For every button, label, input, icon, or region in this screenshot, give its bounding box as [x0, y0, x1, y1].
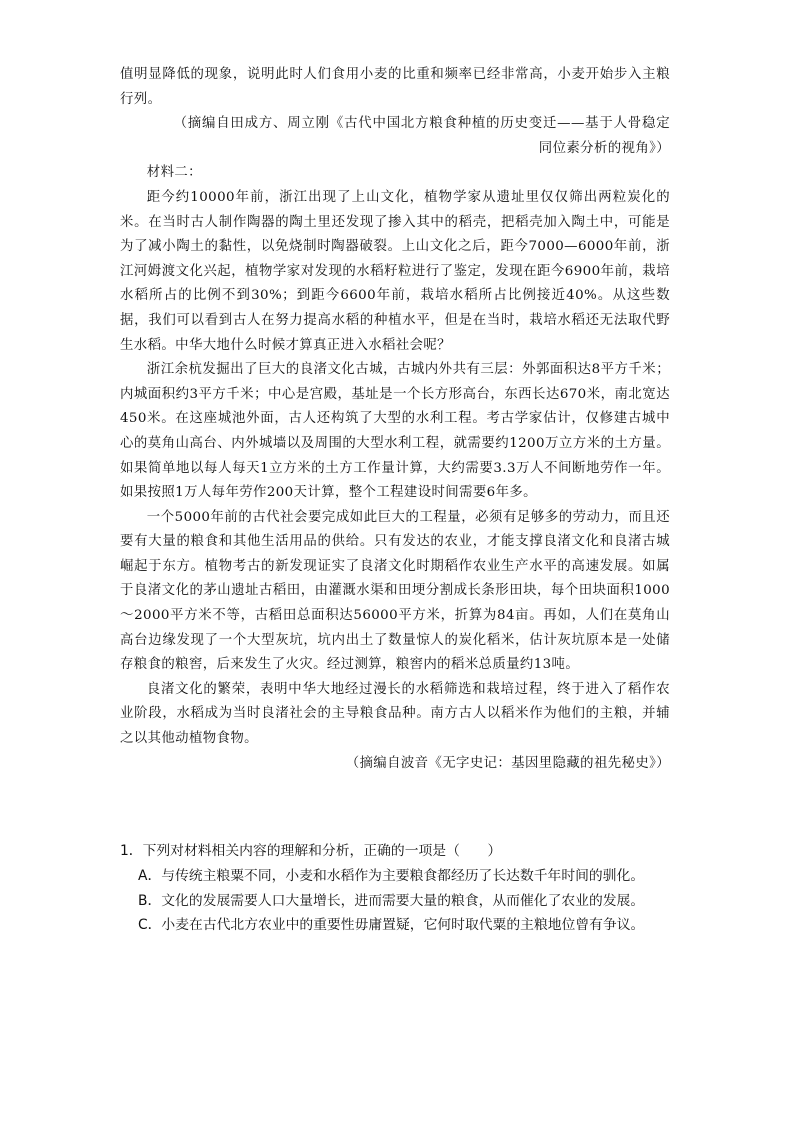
- material2-paragraph-4: 良渚文化的繁荣，表明中华大地经过漫长的水稻筛选和栽培过程，终于进入了稻作农业阶段，水稻成为当时良渚社会的主导粮食品种。南方古人以稻米作为他们的主粮，并辅之以其他动植物食物。: [120, 681, 670, 747]
- material2-paragraph-1: 距今约10000年前，浙江出现了上山文化，植物学家从遗址里仅仅筛出两粒炭化的米。在当时古人制作陶器的陶土里还发现了掺入其中的稻壳，把稻壳加入陶土中，可能是为了减小陶土的黏性，以免烧制时陶器破裂。上山文化之后，距今7000—6000年前，浙江河姆渡文化兴起，植物学家对发现的水稻籽粒进行了鉴定，发现在距今6900年前，栽培水稻所占的比例不到30%；到距今6600年前，栽培水稻所占比例接近40%。从这些数据，我们可以看到古人在努力提高水稻的种植水平，但是在当时，栽培水稻还无法取代野生水稻。中华大地什么时候才算真正进入水稻社会呢？: [120, 189, 670, 353]
- material2-paragraph-3: 一个5000年前的古代社会要完成如此巨大的工程量，必须有足够多的劳动力，而且还要有大量的粮食和其他生活用品的供给。只有发达的农业，才能支撑良渚文化和良渚古城崛起于东方。植物考古的新发现证实了良渚文化时期稻作农业生产水平的高速发展。如属于良渚文化的茅山遗址古稻田，由灌溉水渠和田埂分割成长条形田块，每个田块面积1000～2000平方米不等，古稻田总面积达56000平方米，折算为84亩。再如，人们在莫角山高台边缘发现了一个大型灰坑，坑内出土了数量惊人的炭化稻米，估计灰坑原本是一处储存粮食的粮窖，后来发生了火灾。经过测算，粮窖内的稻米总质量约13吨。: [120, 509, 670, 673]
- material1-source: （摘编自田成方、周立刚《古代中国北方粮食种植的历史变迁——基于人骨稳定同位素分析的视角》）: [173, 116, 670, 156]
- material2-title: 材料二：: [146, 165, 202, 181]
- material1-tail: 值明显降低的现象，说明此时人们食用小麦的比重和频率已经非常高，小麦开始步入主粮行列。: [120, 67, 670, 107]
- option-b[interactable]: B．文化的发展需要人口大量增长，进而需要大量的粮食，从而催化了农业的发展。: [138, 892, 645, 909]
- material2-paragraph-2: 浙江余杭发掘出了巨大的良渚文化古城，古城内外共有三层：外郭面积达8平方千米；内城面积约3平方千米；中心是宫殿，基址是一个长方形高台，东西长达670米，南北宽达450米。在这座城池外面，古人还构筑了大型的水利工程。考古学家估计，仅修建古城中心的莫角山高台、内外城墙以及周围的大型水利工程，就需要约1200万立方米的土方量。如果简单地以每人每天1立方米的土方工作量计算，大约需要3.3万人不间断地劳作一年。如果按照1万人每年劳作200天计算，整个工程建设时间需要6年多。: [120, 362, 670, 501]
- question-stem: 1．下列对材料相关内容的理解和分析，正确的一项是（ ）: [120, 843, 502, 859]
- material2-source: （摘编自波音《无字史记：基因里隐藏的祖先秘史》）: [345, 755, 670, 771]
- option-c[interactable]: C．小麦在古代北方农业中的重要性毋庸置疑，它何时取代粟的主粮地位曾有争议。: [138, 917, 645, 934]
- reading-passage: [120, 63, 670, 776]
- question-1: [120, 839, 680, 938]
- option-a[interactable]: A．与传统主粮粟不同，小麦和水稻作为主要粮食都经历了长达数千年时间的驯化。: [138, 867, 645, 884]
